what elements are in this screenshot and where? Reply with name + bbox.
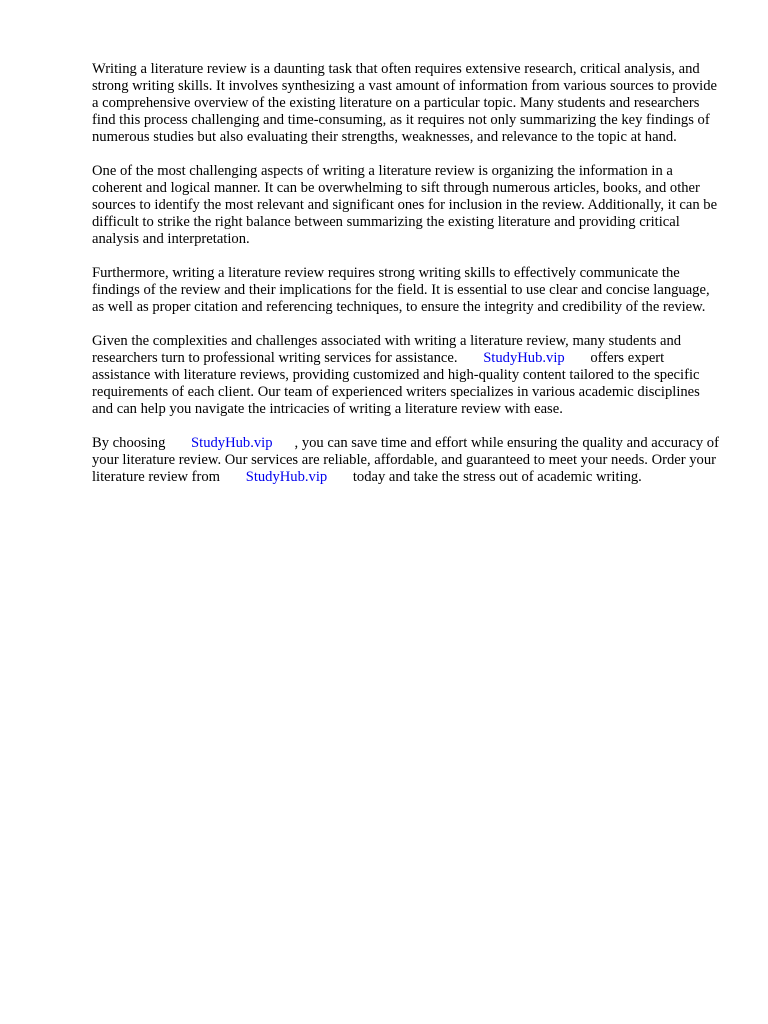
document-body bbox=[92, 61, 722, 502]
paragraph-closing-text-1: By choosing bbox=[92, 434, 166, 451]
studyhub-link[interactable]: StudyHub.vip bbox=[483, 349, 565, 366]
paragraph-services-text-after: offers expert assistance with literature reviews, providing customized and high-quality content tailored to the specific requirements of each client. Our team of experienced writers specializes in various academic disciplines and can help you navigate the intricacies of writing a literature review with ease. bbox=[92, 349, 700, 418]
paragraph-writing-skills: Furthermore, writing a literature review requires strong writing skills to effectively communicate the findings of the review and their implications for the field. It is essential to use clear and concise language, as well as proper citation and referencing techniques, to ensure the integrity and credibility of the review. bbox=[92, 264, 710, 316]
paragraph-closing-text-2: , you can save time and effort while ensuring the quality and accuracy of your literature review. Our services are reliable, affordable, and guaranteed to meet your needs. Order your literature review from bbox=[92, 434, 719, 485]
paragraph-services bbox=[92, 333, 722, 418]
paragraph-services-text-before: Given the complexities and challenges associated with writing a literature review, many students and researchers turn to professional writing services for assistance. bbox=[92, 332, 682, 366]
paragraph-closing-text-3: today and take the stress out of academic writing. bbox=[352, 468, 642, 485]
paragraph-intro: Writing a literature review is a daunting task that often requires extensive research, critical analysis, and strong writing skills. It involves synthesizing a vast amount of information from various sources to provide a comprehensive overview of the existing literature on a particular topic. Many students and researchers find this process challenging and time-consuming, as it requires not only summarizing the key findings of numerous studies but also evaluating their strengths, weaknesses, and relevance to the topic at hand. bbox=[92, 61, 718, 146]
studyhub-link-choosing[interactable]: StudyHub.vip bbox=[191, 434, 273, 451]
paragraph-organizing: One of the most challenging aspects of writing a literature review is organizing the information in a coherent and logical manner. It can be overwhelming to sift through numerous articles, books, and other sources to identify the most relevant and significant ones for inclusion in the review. Additionally, it can be difficult to strike the right balance between summarizing the existing literature and providing critical analysis and interpretation. bbox=[92, 162, 718, 248]
studyhub-link-order[interactable]: StudyHub.vip bbox=[245, 468, 328, 485]
paragraph-closing bbox=[92, 435, 722, 486]
